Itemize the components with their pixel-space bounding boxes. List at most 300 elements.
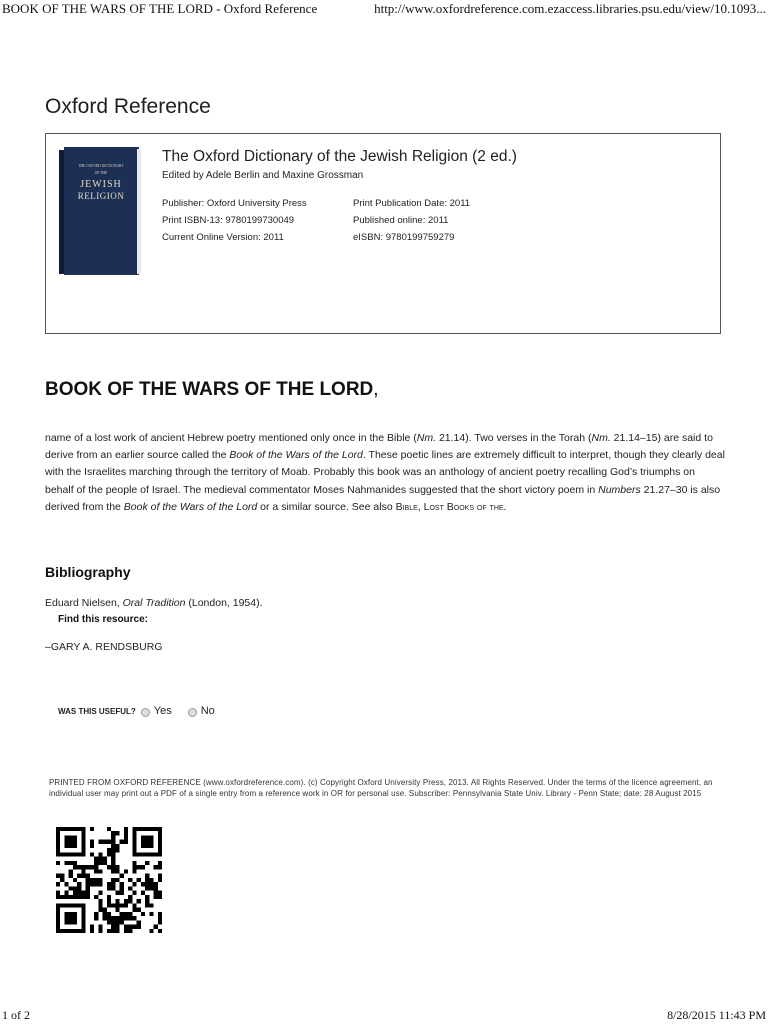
- qr-module: [90, 840, 94, 844]
- qr-module: [56, 861, 60, 865]
- book-title[interactable]: The Oxford Dictionary of the Jewish Religion (2 ed.): [162, 148, 517, 165]
- qr-module: [94, 869, 98, 873]
- qr-module: [158, 865, 162, 869]
- qr-module: [141, 840, 145, 844]
- qr-module: [81, 865, 85, 869]
- qr-module: [128, 929, 132, 933]
- qr-module: [107, 899, 111, 903]
- qr-module: [120, 916, 124, 920]
- qr-module: [111, 903, 115, 907]
- qr-module: [73, 903, 77, 907]
- qr-module: [73, 835, 77, 839]
- qr-module: [115, 899, 119, 903]
- entry-text-2: 21.14). Two verses in the Torah (: [436, 432, 592, 444]
- qr-module: [94, 865, 98, 869]
- qr-module: [141, 865, 145, 869]
- qr-module: [115, 903, 119, 907]
- qr-module: [56, 920, 60, 924]
- qr-module: [124, 916, 128, 920]
- qr-module: [56, 874, 60, 878]
- entry-author-signature: –GARY A. RENDSBURG: [45, 641, 163, 653]
- qr-module: [77, 903, 81, 907]
- qr-module: [149, 903, 153, 907]
- qr-module: [69, 840, 73, 844]
- qr-module: [64, 844, 68, 848]
- qr-module: [132, 882, 136, 886]
- qr-module: [145, 899, 149, 903]
- qr-module: [124, 835, 128, 839]
- qr-module: [69, 861, 73, 865]
- qr-module: [56, 844, 60, 848]
- qr-module: [137, 827, 141, 831]
- qr-module: [73, 920, 77, 924]
- entry-title-text: BOOK OF THE WARS OF THE LORD: [45, 379, 374, 400]
- qr-module: [73, 827, 77, 831]
- ref-numbers-abbr-1: Nm.: [416, 432, 437, 444]
- qr-module: [128, 878, 132, 882]
- book-editors: Edited by Adele Berlin and Maxine Grossman: [162, 170, 364, 181]
- qr-module: [111, 882, 115, 886]
- qr-module: [90, 929, 94, 933]
- qr-module: [124, 869, 128, 873]
- qr-module: [60, 874, 64, 878]
- qr-module: [124, 925, 128, 929]
- print-publication-date: Print Publication Date: 2011: [353, 198, 471, 209]
- qr-module: [73, 840, 77, 844]
- qr-module: [132, 852, 136, 856]
- qr-module: [56, 831, 60, 835]
- qr-module: [158, 852, 162, 856]
- eisbn: eISBN: 9780199759279: [353, 232, 455, 243]
- qr-module: [128, 912, 132, 916]
- qr-module: [120, 840, 124, 844]
- qr-module: [111, 861, 115, 865]
- qr-module: [64, 861, 68, 865]
- qr-module: [149, 827, 153, 831]
- qr-module: [107, 848, 111, 852]
- qr-module: [103, 912, 107, 916]
- qr-module: [124, 899, 128, 903]
- feedback-row: [58, 705, 229, 717]
- qr-module: [124, 929, 128, 933]
- qr-module: [81, 827, 85, 831]
- qr-module: [86, 874, 90, 878]
- qr-module: [124, 903, 128, 907]
- page-footer-page-number: 1 of 2: [2, 1008, 30, 1022]
- qr-module: [103, 861, 107, 865]
- qr-module: [98, 878, 102, 882]
- qr-module: [107, 929, 111, 933]
- qr-module: [73, 895, 77, 899]
- qr-module: [94, 912, 98, 916]
- qr-module: [60, 852, 64, 856]
- qr-module: [158, 861, 162, 865]
- qr-module: [69, 903, 73, 907]
- qr-module: [132, 831, 136, 835]
- qr-module: [64, 882, 68, 886]
- qr-module: [111, 844, 115, 848]
- qr-module: [111, 916, 115, 920]
- qr-module: [145, 844, 149, 848]
- qr-module: [145, 840, 149, 844]
- qr-module: [111, 929, 115, 933]
- qr-module: [94, 878, 98, 882]
- qr-module: [69, 929, 73, 933]
- qr-module: [64, 835, 68, 839]
- qr-module: [137, 925, 141, 929]
- qr-module: [145, 886, 149, 890]
- qr-module: [60, 878, 64, 882]
- qr-module: [98, 899, 102, 903]
- cover-word-jewish: JEWISH: [80, 179, 122, 190]
- qr-module: [86, 878, 90, 882]
- qr-module: [111, 925, 115, 929]
- qr-module: [98, 852, 102, 856]
- qr-module: [128, 916, 132, 920]
- entry-text-4: . These poetic lines are extremely difficult to interpret, though they clearly deal with the Israelites marching through the territory of Moab. Probably this book was an anthology of ancient poetry recalling God’s triumphs on behalf of the people of Israel. The medieval commentator Moses Nahmanides suggested that the short victory poem in: [45, 449, 725, 496]
- qr-module: [145, 882, 149, 886]
- qr-module: [77, 886, 81, 890]
- qr-module: [69, 827, 73, 831]
- qr-module: [56, 916, 60, 920]
- qr-module: [60, 895, 64, 899]
- qr-module: [94, 882, 98, 886]
- qr-module: [158, 840, 162, 844]
- no-radio[interactable]: [188, 708, 197, 717]
- qr-module: [94, 916, 98, 920]
- qr-module: [73, 844, 77, 848]
- qr-module: [132, 865, 136, 869]
- qr-module: [73, 865, 77, 869]
- qr-module: [73, 891, 77, 895]
- qr-module: [56, 912, 60, 916]
- qr-code-image: [56, 827, 162, 933]
- qr-module: [107, 840, 111, 844]
- qr-module: [120, 874, 124, 878]
- qr-module: [145, 903, 149, 907]
- xref-lost-books-link[interactable]: Lost Books of the: [423, 500, 504, 513]
- qr-module: [69, 874, 73, 878]
- qr-module: [64, 895, 68, 899]
- qr-module: [149, 882, 153, 886]
- qr-module: [98, 882, 102, 886]
- qr-module: [56, 848, 60, 852]
- qr-module: [137, 899, 141, 903]
- qr-module: [158, 848, 162, 852]
- qr-module: [77, 852, 81, 856]
- qr-module: [56, 840, 60, 844]
- qr-module: [158, 827, 162, 831]
- qr-module: [103, 916, 107, 920]
- qr-module: [69, 912, 73, 916]
- qr-module: [98, 869, 102, 873]
- qr-module: [73, 912, 77, 916]
- qr-module: [98, 925, 102, 929]
- qr-module: [103, 840, 107, 844]
- qr-module: [115, 878, 119, 882]
- qr-module: [103, 908, 107, 912]
- qr-module: [98, 929, 102, 933]
- entry-text-7: ,: [417, 500, 424, 513]
- qr-module: [98, 861, 102, 865]
- qr-module: [120, 891, 124, 895]
- qr-module: [56, 852, 60, 856]
- qr-module: [158, 874, 162, 878]
- yes-label[interactable]: Yes: [153, 705, 172, 717]
- qr-module: [90, 865, 94, 869]
- qr-module: [132, 903, 136, 907]
- book-pages: [137, 149, 141, 274]
- qr-module: [77, 882, 81, 886]
- qr-module: [111, 886, 115, 890]
- qr-module: [81, 908, 85, 912]
- qr-module: [81, 925, 85, 929]
- qr-module: [141, 844, 145, 848]
- qr-module: [154, 827, 158, 831]
- qr-module: [81, 916, 85, 920]
- published-online: Published online: 2011: [353, 215, 449, 226]
- qr-module: [115, 865, 119, 869]
- qr-module: [154, 895, 158, 899]
- qr-module: [111, 865, 115, 869]
- qr-module: [132, 848, 136, 852]
- entry-text-8: .: [503, 500, 507, 513]
- qr-module: [94, 857, 98, 861]
- qr-module: [132, 835, 136, 839]
- page-header-url[interactable]: http://www.oxfordreference.com.ezaccess.libraries.psu.edu/view/10.1093...: [374, 1, 766, 16]
- qr-module: [158, 916, 162, 920]
- qr-module: [73, 886, 77, 890]
- cover-of-line: OF THE: [94, 171, 108, 175]
- qr-module: [98, 891, 102, 895]
- qr-module: [115, 869, 119, 873]
- qr-module: [69, 844, 73, 848]
- qr-module: [111, 920, 115, 924]
- qr-module: [149, 852, 153, 856]
- qr-module: [154, 886, 158, 890]
- yes-radio[interactable]: [141, 708, 150, 717]
- qr-module: [90, 844, 94, 848]
- qr-module: [98, 903, 102, 907]
- qr-module: [115, 929, 119, 933]
- qr-module: [111, 848, 115, 852]
- qr-module: [64, 912, 68, 916]
- qr-module: [64, 929, 68, 933]
- qr-module: [158, 878, 162, 882]
- qr-module: [69, 869, 73, 873]
- qr-module: [120, 912, 124, 916]
- qr-module: [141, 891, 145, 895]
- qr-module: [73, 929, 77, 933]
- qr-module: [149, 886, 153, 890]
- xref-bible-link[interactable]: Bible: [395, 500, 418, 513]
- bibliography-entry: [45, 597, 263, 609]
- ref-numbers-book: Numbers: [598, 483, 641, 496]
- qr-module: [107, 912, 111, 916]
- qr-module: [149, 835, 153, 839]
- qr-module: [60, 929, 64, 933]
- brand-title[interactable]: Oxford Reference: [45, 95, 211, 118]
- qr-module: [81, 929, 85, 933]
- qr-module: [56, 835, 60, 839]
- feedback-label: WAS THIS USEFUL?: [58, 706, 136, 716]
- qr-module: [98, 908, 102, 912]
- qr-module: [132, 844, 136, 848]
- publisher: Publisher: Oxford University Press: [162, 198, 307, 209]
- qr-module: [73, 852, 77, 856]
- qr-module: [56, 908, 60, 912]
- qr-module: [158, 831, 162, 835]
- bibliography-heading: Bibliography: [45, 564, 131, 580]
- entry-text-6: or a similar source. See also: [257, 500, 396, 513]
- qr-module: [145, 874, 149, 878]
- qr-module: [141, 827, 145, 831]
- qr-module: [120, 886, 124, 890]
- qr-module: [86, 865, 90, 869]
- qr-module: [69, 886, 73, 890]
- qr-module: [158, 920, 162, 924]
- entry-text-1: name of a lost work of ancient Hebrew poetry mentioned only once in the Bible (: [45, 432, 417, 444]
- qr-module: [98, 840, 102, 844]
- qr-module: [115, 916, 119, 920]
- qr-module: [69, 920, 73, 924]
- qr-module: [81, 874, 85, 878]
- qr-module: [86, 886, 90, 890]
- cover-word-religion: RELIGION: [77, 191, 125, 201]
- page-header-title: BOOK OF THE WARS OF THE LORD - Oxford Reference: [2, 1, 318, 16]
- qr-module: [132, 891, 136, 895]
- qr-module: [90, 827, 94, 831]
- qr-module: [111, 840, 115, 844]
- cover-top-line: THE OXFORD DICTIONARY: [78, 164, 124, 168]
- qr-module: [103, 857, 107, 861]
- qr-module: [81, 835, 85, 839]
- book-info-box: [45, 133, 721, 334]
- qr-module: [111, 869, 115, 873]
- ref-numbers-abbr-2: Nm.: [591, 432, 611, 444]
- qr-module: [90, 878, 94, 882]
- qr-module: [64, 840, 68, 844]
- qr-module: [158, 835, 162, 839]
- qr-module: [132, 840, 136, 844]
- qr-module: [149, 840, 153, 844]
- qr-module: [81, 895, 85, 899]
- qr-module: [137, 920, 141, 924]
- ref-book-title-1: Book of the Wars of the Lord: [229, 449, 363, 462]
- qr-module: [145, 861, 149, 865]
- qr-module: [111, 878, 115, 882]
- qr-module: [145, 852, 149, 856]
- qr-module: [145, 895, 149, 899]
- qr-module: [107, 852, 111, 856]
- qr-module: [81, 920, 85, 924]
- qr-module: [73, 861, 77, 865]
- bibliography-work: Oral Tradition: [122, 597, 186, 609]
- qr-module: [107, 827, 111, 831]
- qr-module: [111, 835, 115, 839]
- qr-module: [77, 891, 81, 895]
- qr-module: [64, 891, 68, 895]
- qr-module: [149, 878, 153, 882]
- bibliography-details: (London, 1954).: [185, 597, 263, 609]
- qr-module: [107, 903, 111, 907]
- qr-module: [124, 831, 128, 835]
- qr-module: [107, 916, 111, 920]
- qr-module: [107, 882, 111, 886]
- ref-book-title-2: Book of the Wars of the Lord: [123, 500, 258, 513]
- qr-module: [124, 840, 128, 844]
- qr-module: [137, 878, 141, 882]
- qr-module: [81, 848, 85, 852]
- qr-module: [90, 925, 94, 929]
- qr-module: [120, 882, 124, 886]
- qr-module: [115, 908, 119, 912]
- qr-module: [77, 929, 81, 933]
- qr-module: [158, 891, 162, 895]
- qr-module: [81, 831, 85, 835]
- qr-module: [77, 827, 81, 831]
- qr-module: [64, 852, 68, 856]
- no-label[interactable]: No: [200, 705, 215, 717]
- qr-module: [86, 891, 90, 895]
- qr-module: [69, 835, 73, 839]
- qr-module: [149, 929, 153, 933]
- qr-module: [69, 916, 73, 920]
- qr-module: [73, 878, 77, 882]
- qr-module: [81, 912, 85, 916]
- qr-module: [120, 920, 124, 924]
- qr-module: [158, 844, 162, 848]
- qr-module: [98, 857, 102, 861]
- qr-module: [154, 882, 158, 886]
- entry-title: [45, 379, 379, 401]
- qr-module: [124, 912, 128, 916]
- qr-module: [115, 925, 119, 929]
- qr-module: [141, 882, 145, 886]
- qr-module: [132, 861, 136, 865]
- qr-module: [128, 925, 132, 929]
- qr-module: [56, 925, 60, 929]
- qr-module: [158, 929, 162, 933]
- entry-text-5: 21.27–30 is also derived from the: [45, 483, 721, 513]
- qr-module: [154, 852, 158, 856]
- page-footer-datetime: 8/28/2015 11:43 PM: [667, 1008, 766, 1022]
- qr-module: [124, 827, 128, 831]
- qr-module: [64, 827, 68, 831]
- find-resource-link[interactable]: Find this resource:: [58, 614, 149, 625]
- qr-module: [149, 912, 153, 916]
- qr-module: [64, 903, 68, 907]
- book-cover-image[interactable]: [59, 147, 141, 275]
- qr-module: [86, 882, 90, 886]
- qr-module: [81, 903, 85, 907]
- qr-module: [120, 903, 124, 907]
- qr-module: [132, 869, 136, 873]
- qr-module: [132, 827, 136, 831]
- qr-module: [115, 848, 119, 852]
- qr-module: [107, 865, 111, 869]
- qr-module: [111, 857, 115, 861]
- qr-module: [128, 899, 132, 903]
- qr-module: [132, 908, 136, 912]
- qr-module: [64, 916, 68, 920]
- qr-module: [128, 886, 132, 890]
- qr-module: [141, 912, 145, 916]
- qr-module: [64, 920, 68, 924]
- qr-module: [90, 852, 94, 856]
- qr-module: [158, 912, 162, 916]
- entry-text-3: 21.14–15) are said to derive from an earlier source called the: [45, 432, 713, 462]
